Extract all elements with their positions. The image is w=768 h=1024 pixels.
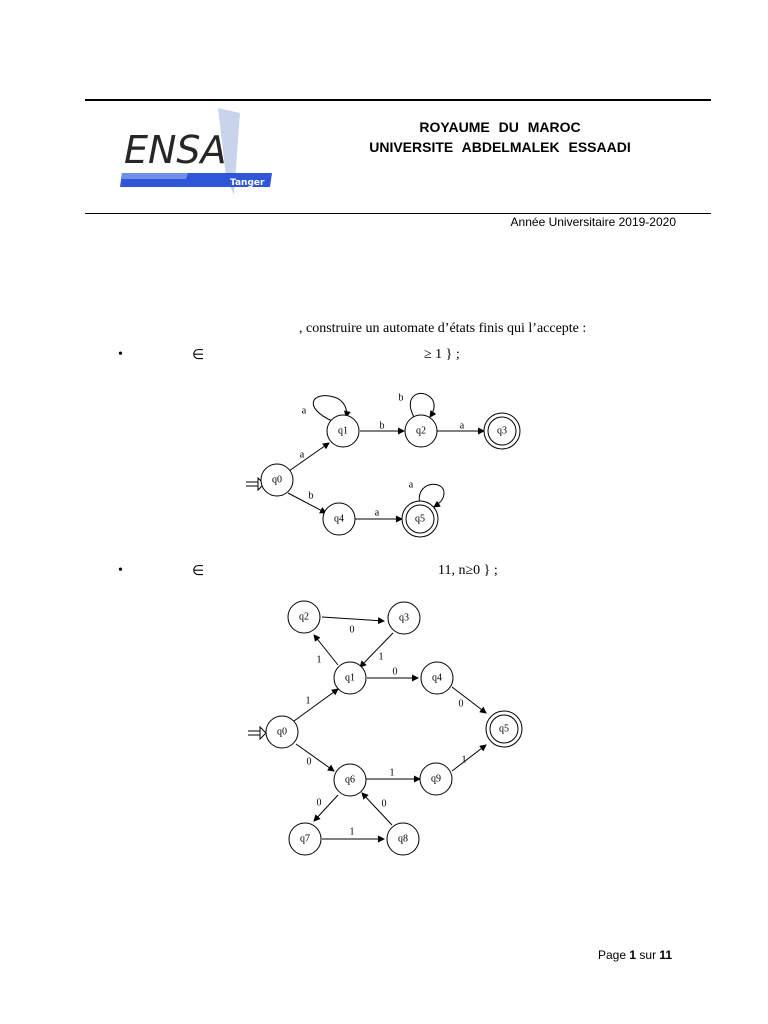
page-current: 1 xyxy=(629,948,637,962)
state-q4 xyxy=(421,662,453,694)
svg-text:q9: q9 xyxy=(431,773,441,785)
svg-text:q6: q6 xyxy=(345,774,355,786)
automaton-diagram-2 xyxy=(246,599,536,861)
transition-q8-q6 xyxy=(362,793,392,825)
state-q6 xyxy=(334,764,366,796)
svg-text:1: 1 xyxy=(378,651,384,663)
exercise-intro: , construire un automate d’états finis qui l’accepte : xyxy=(299,321,587,336)
state-q9 xyxy=(420,763,452,795)
state-q5-final xyxy=(402,501,438,537)
svg-text:q7: q7 xyxy=(300,833,310,845)
svg-text:0: 0 xyxy=(316,797,322,809)
state-q3 xyxy=(388,602,420,634)
svg-text:a: a xyxy=(374,507,380,519)
transition-q2-q3 xyxy=(322,617,384,636)
svg-text:b: b xyxy=(379,420,385,432)
svg-text:1: 1 xyxy=(316,654,322,666)
svg-text:a: a xyxy=(408,479,414,491)
svg-text:1: 1 xyxy=(349,826,355,838)
bullet-icon: • xyxy=(118,563,123,578)
transition-q0-q1 xyxy=(294,689,338,721)
state-q8 xyxy=(387,823,419,855)
svg-text:q1: q1 xyxy=(338,425,348,437)
transition-q7-q8 xyxy=(322,827,384,840)
svg-text:q0: q0 xyxy=(277,726,287,738)
svg-text:q2: q2 xyxy=(416,425,426,437)
svg-text:q3: q3 xyxy=(399,612,409,624)
svg-text:0: 0 xyxy=(306,756,312,768)
svg-text:0: 0 xyxy=(349,624,355,636)
transition-q4-q5 xyxy=(452,687,486,713)
svg-text:a: a xyxy=(301,405,307,417)
svg-text:a: a xyxy=(459,420,465,432)
state-q1 xyxy=(334,662,366,694)
svg-text:q5: q5 xyxy=(415,513,425,525)
svg-text:1: 1 xyxy=(305,695,311,707)
list-item xyxy=(118,347,678,367)
transition-q9-q5 xyxy=(452,745,486,771)
transition-q3-q1 xyxy=(360,633,393,667)
state-q3-final xyxy=(484,413,520,449)
transition-q1-q2 xyxy=(360,421,404,432)
state-q4 xyxy=(323,503,355,535)
svg-text:q0: q0 xyxy=(272,474,282,486)
svg-text:0: 0 xyxy=(458,698,464,710)
state-q2 xyxy=(405,415,437,447)
svg-text:1: 1 xyxy=(461,754,467,766)
transition-q0-q4 xyxy=(288,491,326,514)
state-q1 xyxy=(327,415,359,447)
svg-text:b: b xyxy=(398,392,404,404)
header-top-rule xyxy=(85,99,711,101)
header-bottom-rule xyxy=(85,213,711,214)
transition-q1-q2 xyxy=(314,635,338,666)
page-sep: sur xyxy=(639,948,657,962)
svg-text:q1: q1 xyxy=(345,672,355,684)
ensa-logo xyxy=(118,103,276,199)
institution-line-2: UNIVERSITE ABDELMALEK ESSAADI xyxy=(369,139,631,155)
initial-state-arrow-icon xyxy=(248,727,266,739)
element-of-symbol: ∈ xyxy=(192,348,205,363)
state-q2 xyxy=(288,601,320,633)
svg-text:q8: q8 xyxy=(398,833,408,845)
svg-text:q2: q2 xyxy=(299,611,309,623)
logo-subtext: Tanger xyxy=(230,178,265,188)
svg-text:q3: q3 xyxy=(497,425,507,437)
transition-q6-q9 xyxy=(366,768,420,780)
transition-q1-q4 xyxy=(367,667,418,679)
transition-q6-q7 xyxy=(314,795,338,821)
institution-line-1: ROYAUME DU MAROC xyxy=(419,119,581,135)
language-definition-tail: 11, n≥0 } ; xyxy=(438,563,498,578)
automaton-diagram-1 xyxy=(244,389,534,545)
transition-q2-q2 xyxy=(399,393,435,418)
svg-text:0: 0 xyxy=(381,798,387,810)
svg-text:q4: q4 xyxy=(432,672,442,684)
svg-text:b: b xyxy=(308,490,314,502)
svg-text:0: 0 xyxy=(392,666,398,678)
list-item xyxy=(118,563,678,583)
language-definition-tail: ≥ 1 } ; xyxy=(424,347,460,362)
svg-text:q4: q4 xyxy=(334,513,344,525)
state-q0 xyxy=(266,716,298,748)
academic-year: Année Universitaire 2019-2020 xyxy=(510,215,676,229)
page-number xyxy=(598,948,672,962)
logo-text: ENSA xyxy=(124,128,227,172)
state-q5-final xyxy=(486,711,522,747)
page-total: 11 xyxy=(659,948,673,962)
transition-q0-q6 xyxy=(296,744,334,771)
element-of-symbol: ∈ xyxy=(192,564,205,579)
state-q7 xyxy=(289,823,321,855)
state-q0 xyxy=(261,464,293,496)
svg-text:q5: q5 xyxy=(499,723,509,735)
bullet-icon: • xyxy=(118,347,123,362)
transition-q0-q1 xyxy=(289,443,329,471)
transition-q2-q3 xyxy=(436,421,484,432)
page-word: Page xyxy=(598,948,627,962)
transition-q4-q5 xyxy=(355,508,402,520)
svg-text:a: a xyxy=(299,449,305,461)
svg-text:1: 1 xyxy=(389,767,395,779)
